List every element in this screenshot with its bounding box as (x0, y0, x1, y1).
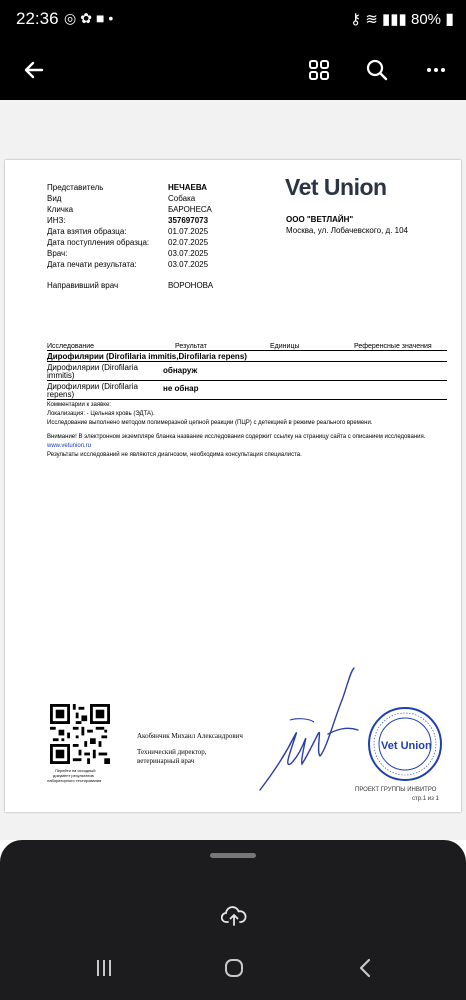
field-value: НЕЧАЕВА (168, 183, 208, 192)
field-value: 03.07.2025 (168, 260, 209, 269)
field-label: Дата печати результата: (47, 260, 137, 269)
company-address: Москва, ул. Лобачевского, д. 104 (286, 226, 408, 235)
localization: Локализация: - Цельная кровь (ЭДТА). (47, 411, 155, 417)
table-row-test: immitis) (47, 371, 75, 380)
signer-title: ветеринарный врач (137, 757, 195, 765)
table-row-test: Дирофилярии (Dirofilaria (47, 382, 138, 391)
system-icons (350, 9, 454, 29)
qr-code-icon[interactable] (50, 704, 110, 764)
field-label: Врач: (47, 249, 68, 258)
signal-icon: ▮▮▮ (382, 11, 407, 28)
back-arrow-icon[interactable] (16, 52, 52, 88)
qr-caption: документ результатов (53, 773, 94, 778)
table-rule (47, 350, 447, 351)
table-row-test: Дирофилярии (Dirofilaria (47, 363, 138, 372)
bottom-sheet[interactable] (0, 840, 466, 1000)
document-page[interactable] (5, 160, 461, 812)
drag-handle[interactable] (210, 853, 256, 858)
comment-label: Комментарии к заявке: (47, 402, 111, 408)
dot-icon: • (108, 10, 118, 26)
field-value: 03.07.2025 (168, 249, 209, 258)
field-value: Собака (168, 194, 196, 203)
section-title: Дирофилярии (Dirofilaria immitis,Dirofilaria repens) (47, 352, 247, 361)
page-counter: стр.1 из 1 (412, 796, 439, 802)
column-header-result: Результат (175, 343, 207, 350)
referring-doctor: ВОРОНОВА (168, 281, 214, 290)
project-label: ПРОЕКТ ГРУППЫ ИНВИТРО (355, 787, 437, 793)
grid-icon[interactable] (301, 52, 337, 88)
field-label: Вид (47, 194, 62, 203)
referring-doctor-label: Направивший врач (47, 281, 119, 290)
field-value: 357697073 (168, 216, 209, 225)
field-value: 01.07.2025 (168, 227, 209, 236)
battery-text: 80% (410, 11, 442, 28)
field-label: ИНЗ: (47, 216, 66, 225)
back-icon[interactable] (356, 958, 376, 983)
qr-caption: Перейти на исходный (55, 768, 96, 773)
field-label: Дата поступления образца: (47, 238, 150, 247)
key-icon: ⚷ (350, 11, 362, 28)
qr-caption: лабораторного тестирования (47, 778, 102, 783)
signature-icon (250, 660, 370, 800)
attention-note: Внимание! В электронном экземпляре бланка название исследования содержит ссылку на страницу сайта с описанием исследования. (47, 434, 426, 440)
signer-name: Акобянчик Михаил Александрович (137, 732, 243, 740)
field-label: Дата взятия образца: (47, 227, 127, 236)
wifi-icon: ≋ (365, 11, 378, 28)
table-rule (47, 399, 447, 400)
whatsapp-icon: ◎ (64, 10, 81, 26)
company-name: ООО "ВЕТЛАЙН" (286, 215, 354, 224)
table-row-result: обнаруж (163, 366, 198, 375)
recents-icon[interactable] (94, 958, 114, 983)
vet-union-logo: Vet Union (285, 174, 387, 200)
method-note: Исследование выполнено методом полимеразной цепной реакции (ПЦР) с детекцией в режиме реального времени. (47, 420, 373, 426)
column-header-test: Исследование (47, 343, 95, 350)
table-rule (47, 380, 447, 381)
notification-icons (64, 10, 117, 27)
table-rule (47, 361, 447, 362)
website-link[interactable]: www.vetunion.ru (47, 443, 92, 449)
stamp-text: Vet Union (381, 740, 432, 752)
signer-title: Технический директор, (137, 748, 207, 756)
field-label: Представитель (47, 183, 104, 192)
status-time: 22:36 (16, 9, 59, 28)
status-bar (0, 0, 466, 40)
cloud-upload-icon[interactable] (221, 904, 247, 931)
field-value: БАРОНЕСА (168, 205, 212, 214)
disclaimer: Результаты исследований не являются диагнозом, необходима консультация специалиста. (47, 452, 302, 458)
field-value: 02.07.2025 (168, 238, 209, 247)
battery-icon: ▮ (445, 11, 454, 28)
column-header-units: Единицы (270, 343, 300, 350)
message-icon: ■ (95, 10, 109, 26)
home-icon[interactable] (224, 958, 244, 983)
app-toolbar (0, 40, 466, 100)
table-row-result: не обнар (163, 384, 199, 393)
search-icon[interactable] (359, 52, 395, 88)
field-label: Кличка (47, 205, 74, 214)
table-row-test: repens) (47, 390, 75, 399)
column-header-reference: Референсные значения (354, 343, 432, 350)
apps-icon: ✿ (80, 10, 96, 26)
more-icon[interactable] (418, 52, 454, 88)
